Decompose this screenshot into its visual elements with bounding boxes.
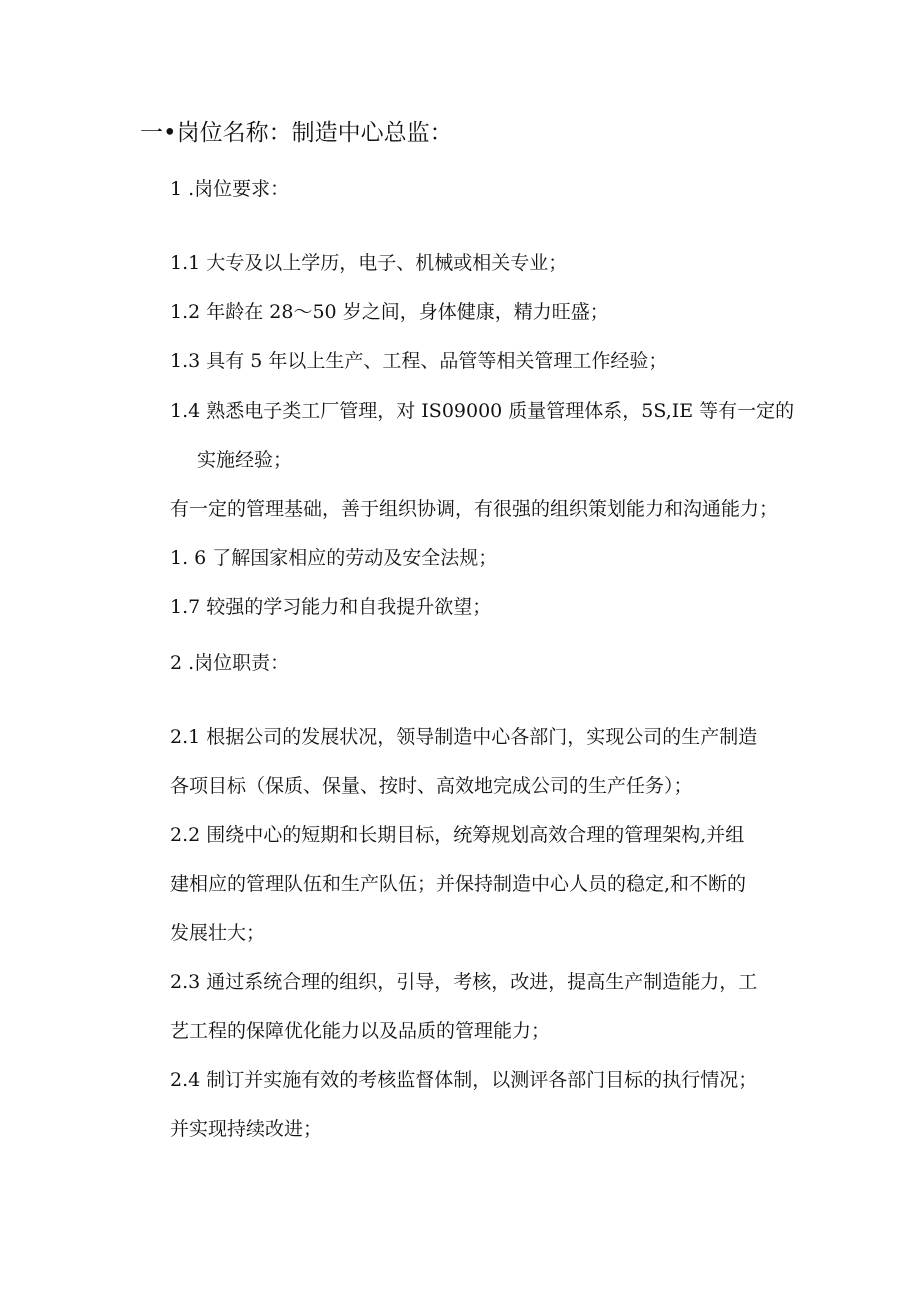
duty-item-continuation: 艺工程的保障优化能力以及品质的管理能力； xyxy=(170,1020,551,1042)
requirement-item: 1.4 熟悉电子类工厂管理，对 IS09000 质量管理体系，5S,IE 等有一定的 xyxy=(170,400,795,422)
requirement-item: 1.2 年龄在 28～50 岁之间，身体健康，精力旺盛； xyxy=(170,301,609,323)
duty-item: 2.2 围绕中心的短期和长期目标，统筹规划高效合理的管理架构,并组 xyxy=(170,824,745,846)
requirement-item: 1.3 具有 5 年以上生产、工程、品管等相关管理工作经验； xyxy=(170,350,668,372)
duty-item: 2.4 制订并实施有效的考核监督体制，以测评各部门目标的执行情况； xyxy=(170,1069,758,1091)
requirement-item-continuation: 实施经验； xyxy=(197,449,293,471)
duty-item-continuation: 建相应的管理队伍和生产队伍；并保持制造中心人员的稳定,和不断的 xyxy=(170,873,747,895)
section-heading-requirements: 1 .岗位要求： xyxy=(170,178,290,200)
requirement-item: 1. 6 了解国家相应的劳动及安全法规； xyxy=(170,547,498,569)
requirement-item: 1.7 较强的学习能力和自我提升欲望； xyxy=(170,596,492,618)
requirement-item: 1.1 大专及以上学历，电子、机械或相关专业； xyxy=(170,252,568,274)
duty-item-continuation: 并实现持续改进； xyxy=(170,1118,323,1140)
duty-item-continuation: 发展壮大； xyxy=(170,922,266,944)
duty-item: 2.1 根据公司的发展状况，领导制造中心各部门，实现公司的生产制造 xyxy=(170,726,758,748)
duty-item: 2.3 通过系统合理的组织，引导，考核，改进，提高生产制造能力，工 xyxy=(170,971,758,993)
duty-item-continuation: 各项目标（保质、保量、按时、高效地完成公司的生产任务）； xyxy=(170,775,693,797)
section-heading-duties: 2 .岗位职责： xyxy=(170,652,290,674)
requirement-item: 有一定的管理基础，善于组织协调，有很强的组织策划能力和沟通能力； xyxy=(170,498,779,520)
page-title: 一•岗位名称：制造中心总监： xyxy=(140,120,453,146)
